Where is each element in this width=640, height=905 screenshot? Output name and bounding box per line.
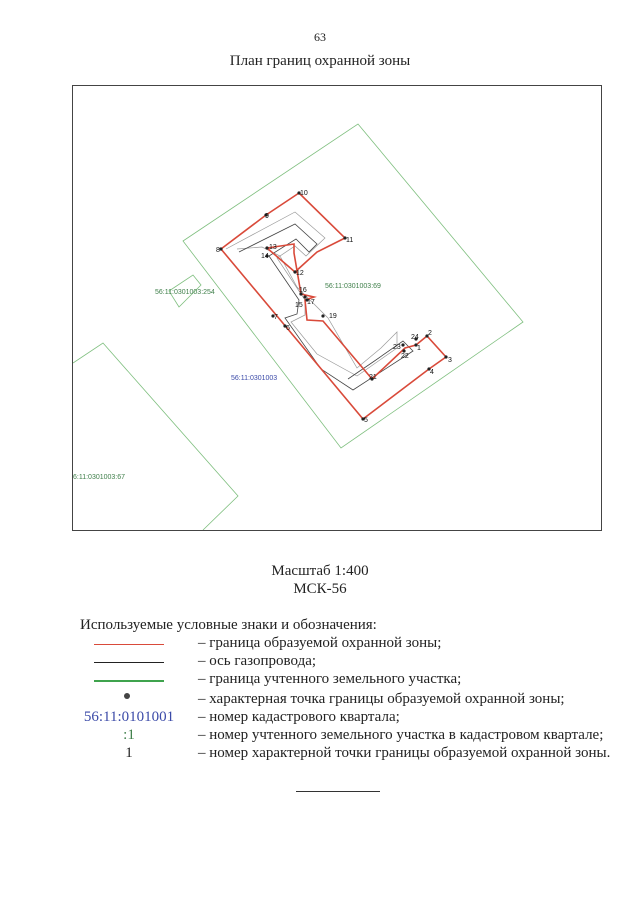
pipeline-axis-swatch — [94, 662, 164, 663]
point-swatch — [124, 693, 130, 699]
legend-symbol — [80, 652, 178, 670]
crs-text: МСК-56 — [293, 581, 347, 597]
scale-text: Масштаб 1:400 — [271, 563, 369, 579]
legend-text: – номер характерной точки границы образуемой охранной зоны. — [198, 745, 611, 761]
parcel-67-label: 6:11:0301003:67 — [73, 474, 126, 481]
legend-row-quarter — [80, 708, 620, 726]
legend-row-zone-boundary — [80, 634, 620, 652]
point-label: 6 — [286, 325, 290, 332]
legend-symbol — [80, 690, 178, 708]
page-number: 63 — [314, 30, 326, 44]
point-label: 23 — [393, 344, 401, 351]
parcel-67-boundary — [73, 343, 238, 530]
legend-text: – номер кадастрового квартала; — [198, 709, 400, 725]
point-number-sample: 1 — [125, 745, 133, 761]
parcel-69-label: 56:11:0301003:69 — [325, 283, 381, 290]
boundary-plan-map — [73, 86, 601, 530]
point-label: 16 — [299, 287, 307, 294]
zone-inner-outline — [226, 212, 397, 376]
point-label: 11 — [346, 237, 354, 244]
point-label: 15 — [295, 302, 303, 309]
quarter-number-sample: 56:11:0101001 — [83, 709, 175, 725]
point-label: 17 — [307, 299, 315, 306]
bottom-rule — [296, 791, 380, 792]
legend-text: – номер учтенного земельного участка в кадастровом квартале; — [198, 727, 604, 743]
point-label: 19 — [329, 313, 337, 320]
legend-heading: Используемые условные знаки и обозначения: — [80, 617, 377, 633]
legend-row-pipeline-axis — [80, 652, 620, 670]
point-label: 22 — [401, 353, 409, 360]
parcel-254-label: 56:11:0301003:254 — [155, 289, 215, 296]
point-label: 5 — [364, 417, 368, 424]
point-label: 13 — [269, 244, 277, 251]
point-label: 8 — [216, 247, 220, 254]
point-label: 10 — [300, 190, 308, 197]
plan-title: План границ охранной зоны — [229, 53, 411, 69]
point-label: 24 — [411, 334, 419, 341]
zone-boundary-swatch — [94, 644, 164, 645]
point-label: 12 — [296, 270, 304, 277]
parcel-number-sample: :1 — [123, 727, 135, 743]
point-label: 7 — [274, 314, 278, 321]
legend-row-point-number — [80, 744, 620, 762]
point-label: 1 — [417, 345, 421, 352]
legend-text: – граница образуемой охранной зоны; — [198, 635, 442, 651]
parcel-boundary-swatch — [94, 680, 164, 682]
legend-row-parcel-boundary — [80, 670, 620, 688]
point-label: 4 — [430, 369, 434, 376]
legend-row-parcel-number — [80, 726, 620, 744]
point-label: 21 — [369, 374, 377, 381]
point-marker — [321, 314, 324, 317]
point-label: 3 — [448, 357, 452, 364]
legend-text: – характерная точка границы образуемой охранной зоны; — [198, 691, 565, 707]
zone-boundary — [221, 193, 446, 419]
point-label: 14 — [261, 253, 269, 260]
legend-symbol — [80, 634, 178, 652]
quarter-label: 56:11:0301003 — [231, 375, 278, 382]
point-label: 9 — [265, 213, 269, 220]
legend-text: – ось газопровода; — [198, 653, 317, 669]
scale-block — [0, 562, 640, 598]
legend-row-point — [80, 690, 620, 708]
legend-text: – граница учтенного земельного участка; — [198, 671, 462, 687]
point-label: 2 — [428, 330, 432, 337]
map-frame — [72, 85, 602, 531]
point-marker — [401, 343, 404, 346]
legend-symbol — [80, 670, 178, 688]
